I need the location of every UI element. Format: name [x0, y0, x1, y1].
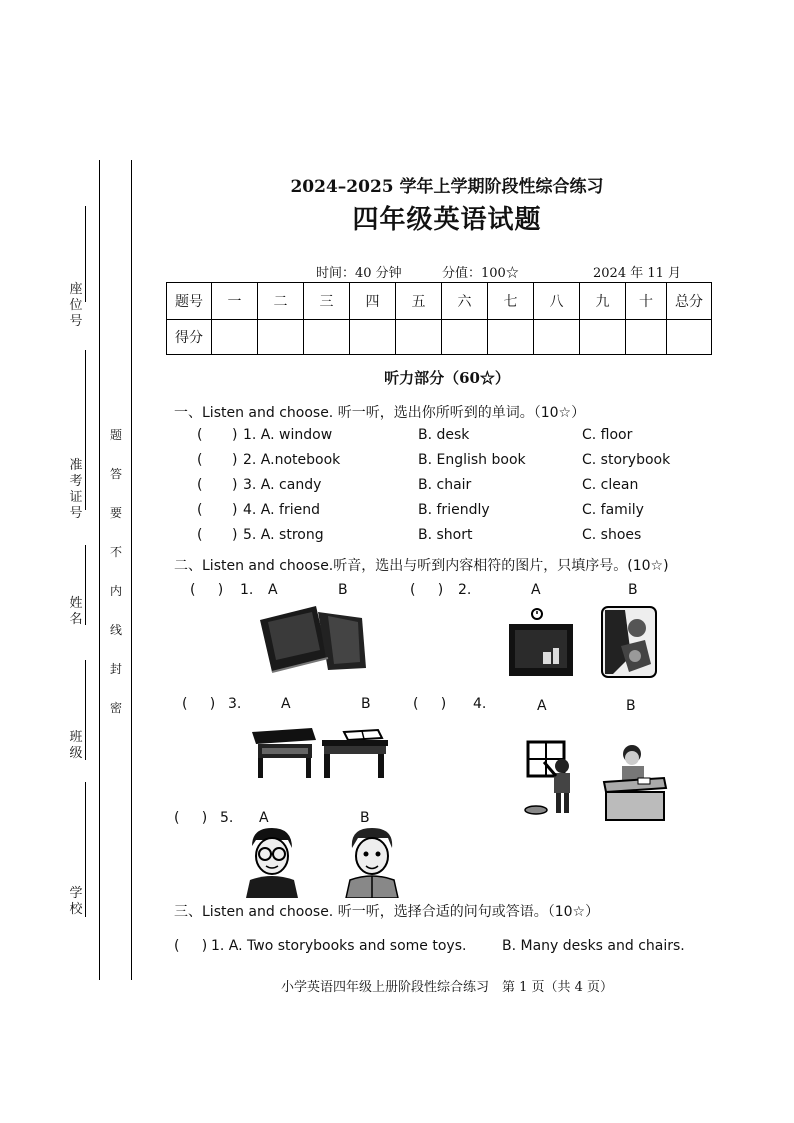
listening-section-title: 听力部分（60☆） [384, 369, 510, 387]
score-header-cell: 七 [488, 283, 534, 320]
score-header-cell: 八 [534, 283, 580, 320]
boy-cleaning-window-icon[interactable] [522, 740, 584, 818]
q4-label-b: B [626, 698, 636, 714]
answer-paren-close: ) [232, 427, 238, 443]
option-a: 5. A. strong [243, 527, 324, 543]
part3-q1-answer-paren[interactable]: ( ) [174, 938, 208, 954]
boy-without-glasses-icon[interactable] [342, 826, 400, 898]
answer-paren-open[interactable]: ( [197, 427, 203, 443]
score-cell[interactable] [212, 320, 258, 355]
class-label: 班级 [69, 730, 83, 761]
seal-char-1: 题 [109, 428, 122, 442]
door-icon[interactable] [601, 606, 657, 678]
exam-id-field[interactable] [85, 350, 86, 510]
part1-heading: 一、Listen and choose. 听一听，选出你所听到的单词。（10☆） [174, 405, 586, 421]
q5-label-b: B [360, 810, 370, 826]
option-b: B. English book [418, 452, 526, 468]
part2-heading: 二、Listen and choose.听音，选出与听到内容相符的图片，只填序号。(10☆) [174, 558, 669, 574]
score-header-cell: 一 [212, 283, 258, 320]
exam-date: 2024 年 11 月 [593, 266, 682, 281]
q2-label-b: B [628, 582, 638, 598]
q3-label-a: A [281, 696, 291, 712]
score-header-cell: 总分 [667, 283, 712, 320]
option-b: B. friendly [418, 502, 490, 518]
answer-paren-close: ) [232, 452, 238, 468]
two-books-icon[interactable] [254, 604, 370, 674]
score-header-cell: 三 [304, 283, 350, 320]
exam-time: 时间：40 分钟 [316, 266, 402, 281]
boy-cleaning-desk-icon[interactable] [602, 742, 668, 822]
option-c: C. floor [582, 427, 633, 443]
answer-paren-close: ) [232, 502, 238, 518]
part3-heading: 三、Listen and choose. 听一听，选择合适的问句或答语。（10☆） [174, 904, 600, 920]
score-cell[interactable] [258, 320, 304, 355]
margin-line-outer [99, 160, 100, 980]
blackboard-icon[interactable] [507, 606, 575, 678]
part3-q1-option-a: 1. A. Two storybooks and some toys. [211, 938, 467, 954]
q5-answer-paren[interactable]: ( ) [174, 810, 208, 826]
option-c: C. clean [582, 477, 639, 493]
seal-char-2: 答 [109, 467, 122, 481]
answer-paren-open[interactable]: ( [197, 452, 203, 468]
desk-with-book-icon[interactable] [320, 724, 392, 780]
exam-title: 四年级英语试题 [352, 205, 542, 235]
q1-number: 1. [240, 582, 254, 598]
q5-label-a: A [259, 810, 269, 826]
answer-paren-open[interactable]: ( [197, 527, 203, 543]
q1-label-a: A [268, 582, 278, 598]
score-header-cell: 四 [350, 283, 396, 320]
option-a: 2. A.notebook [243, 452, 341, 468]
answer-paren-close: ) [232, 527, 238, 543]
score-table [166, 282, 712, 355]
class-field[interactable] [85, 660, 86, 760]
score-cell[interactable] [304, 320, 350, 355]
answer-paren-open[interactable]: ( [197, 477, 203, 493]
score-header-cell: 五 [396, 283, 442, 320]
school-field[interactable] [85, 782, 86, 917]
seal-char-8: 密 [109, 701, 122, 715]
option-b: B. short [418, 527, 473, 543]
score-table-header-row [167, 283, 712, 320]
q3-answer-paren[interactable]: ( ) [182, 696, 216, 712]
exam-total-score: 分值：100☆ [442, 266, 519, 281]
answer-paren-open[interactable]: ( [197, 502, 203, 518]
score-header-cell: 二 [258, 283, 304, 320]
option-c: C. shoes [582, 527, 642, 543]
score-row-label: 得分 [167, 320, 212, 355]
q2-answer-paren[interactable]: ( ) [410, 582, 444, 598]
q1-answer-paren[interactable]: ( ) [190, 582, 224, 598]
score-header-cell: 十 [626, 283, 667, 320]
score-cell[interactable] [580, 320, 626, 355]
option-c: C. storybook [582, 452, 671, 468]
answer-paren-close: ) [232, 477, 238, 493]
q1-label-b: B [338, 582, 348, 598]
option-a: 4. A. friend [243, 502, 320, 518]
score-cell[interactable] [442, 320, 488, 355]
q4-number: 4. [473, 696, 487, 712]
score-table-score-row [167, 320, 712, 355]
name-field[interactable] [85, 545, 86, 625]
score-header-cell: 题号 [167, 283, 212, 320]
seat-number-field[interactable] [85, 206, 86, 302]
score-header-cell: 九 [580, 283, 626, 320]
exam-id-label: 准考证号 [69, 458, 83, 521]
part3-q1-option-b: B. Many desks and chairs. [502, 938, 685, 954]
page-footer: 小学英语四年级上册阶段性综合练习 第 1 页（共 4 页） [280, 980, 614, 995]
exam-series-title: 2024–2025 学年上学期阶段性综合练习 [290, 177, 604, 197]
seal-char-4: 不 [109, 545, 122, 559]
score-cell[interactable] [626, 320, 667, 355]
option-b: B. desk [418, 427, 470, 443]
school-label: 学校 [69, 886, 83, 917]
seat-number-label: 座位号 [69, 282, 83, 329]
q2-number: 2. [458, 582, 472, 598]
score-cell[interactable] [488, 320, 534, 355]
score-cell[interactable] [534, 320, 580, 355]
seal-char-3: 要 [109, 506, 122, 520]
margin-line-inner [131, 160, 132, 980]
score-cell[interactable] [667, 320, 712, 355]
q3-label-b: B [361, 696, 371, 712]
option-b: B. chair [418, 477, 472, 493]
seal-char-5: 内 [109, 584, 122, 598]
q3-number: 3. [228, 696, 242, 712]
score-cell[interactable] [396, 320, 442, 355]
score-header-cell: 六 [442, 283, 488, 320]
q5-number: 5. [220, 810, 234, 826]
option-a: 1. A. window [243, 427, 333, 443]
option-a: 3. A. candy [243, 477, 322, 493]
score-cell[interactable] [350, 320, 396, 355]
name-label: 姓名 [69, 596, 83, 627]
seal-char-6: 线 [109, 623, 122, 637]
boy-with-glasses-icon[interactable] [242, 826, 300, 898]
school-desk-icon[interactable] [250, 724, 318, 778]
q4-answer-paren[interactable]: ( ) [413, 696, 447, 712]
q2-label-a: A [531, 582, 541, 598]
option-c: C. family [582, 502, 644, 518]
seal-char-7: 封 [109, 662, 122, 676]
q4-label-a: A [537, 698, 547, 714]
